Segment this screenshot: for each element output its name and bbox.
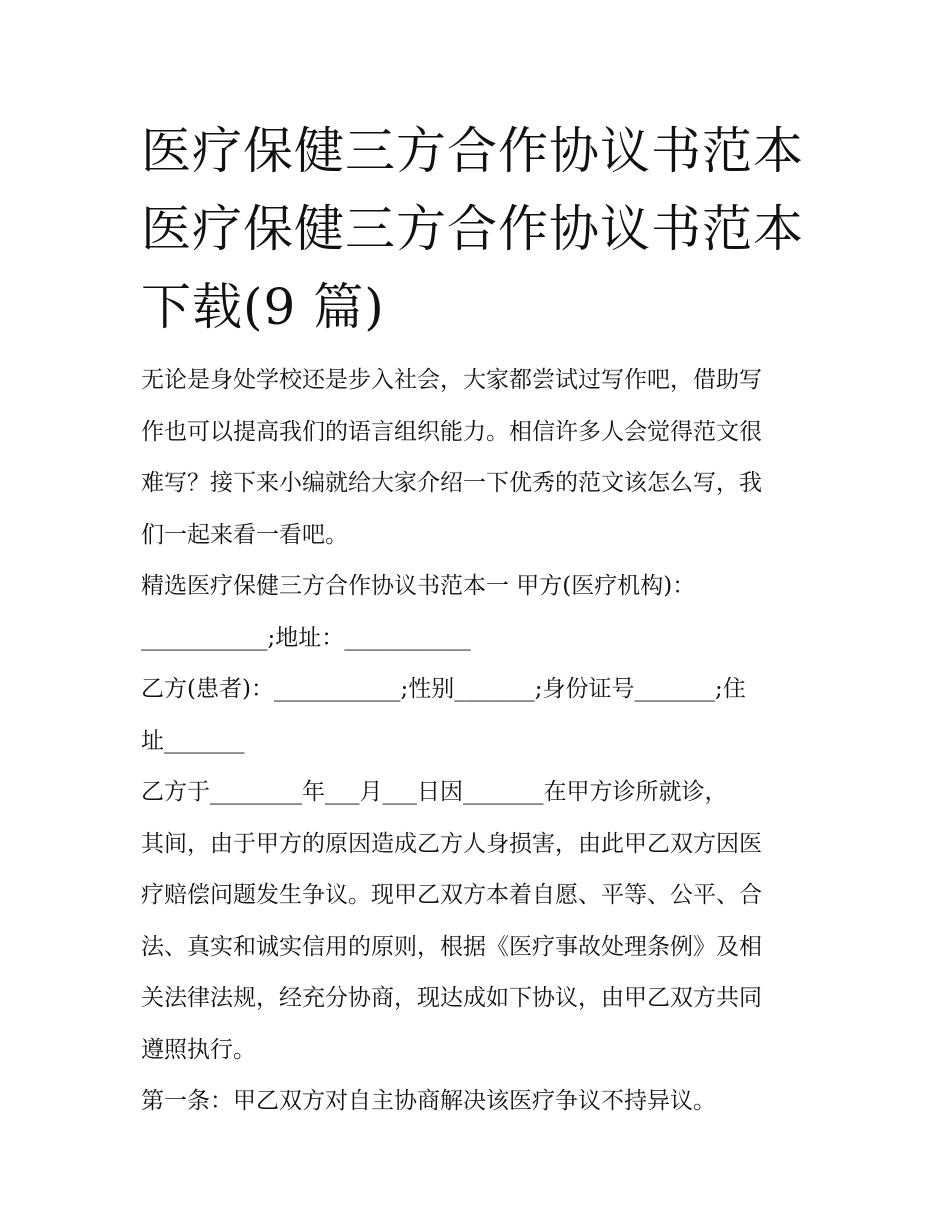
title-line: 下载(9 篇)	[141, 278, 385, 336]
body-line: 无论是身处学校还是步入社会，大家都尝试过写作吧，借助写	[141, 367, 762, 393]
body-line: 法、真实和诚实信用的原则，根据《医疗事故处理条例》及相	[141, 933, 762, 960]
body-line: 难写？接下来小编就给大家介绍一下优秀的范文该怎么写，我	[141, 470, 762, 496]
body-line: 精选医疗保健三方合作协议书范本一 甲方(医疗机构)：	[141, 573, 696, 599]
title-line: 医疗保健三方合作协议书范本	[141, 122, 804, 180]
title-line: 医疗保健三方合作协议书范本	[141, 200, 804, 258]
body-line: ___________;地址：___________	[141, 624, 471, 651]
body-line: 第一条：甲乙双方对自主协商解决该医疗争议不持异议。	[141, 1088, 716, 1114]
body-line: 乙方于________年___月___日因_______在甲方诊所就诊，	[141, 779, 728, 805]
body-line: 们一起来看一看吧。	[141, 521, 348, 548]
document-body	[141, 355, 831, 1128]
document-title	[141, 112, 821, 346]
body-line: 乙方(患者)：___________;性别_______;身份证号_______;住	[141, 676, 746, 702]
body-line: 址_______	[141, 727, 245, 754]
body-line: 作也可以提高我们的语言组织能力。相信许多人会觉得范文很	[141, 418, 762, 445]
body-line: 疗赔偿问题发生争议。现甲乙双方本着自愿、平等、公平、合	[141, 882, 762, 908]
body-line: 关法律法规，经充分协商，现达成如下协议，由甲乙双方共同	[141, 985, 762, 1011]
body-line: 其间，由于甲方的原因造成乙方人身损害，由此甲乙双方因医	[141, 830, 762, 857]
body-line: 遵照执行。	[141, 1036, 256, 1063]
